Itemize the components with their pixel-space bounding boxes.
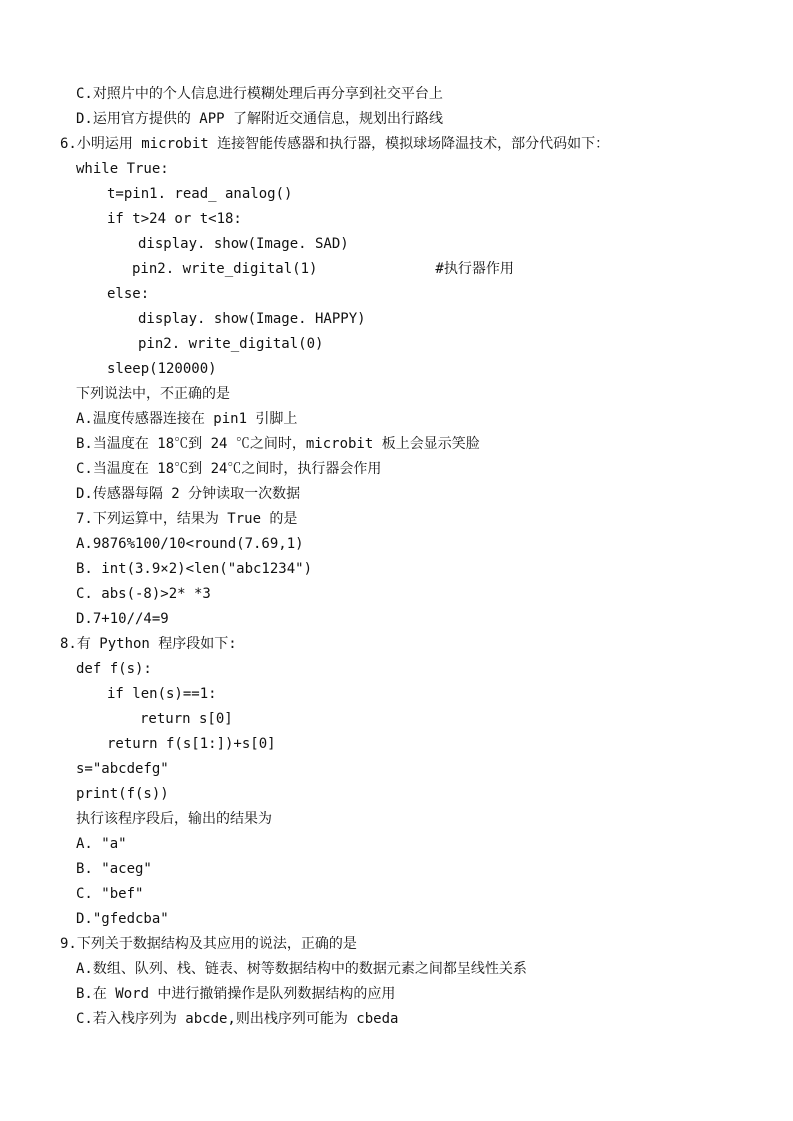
question-6-stem: 6.小明运用 microbit 连接智能传感器和执行器，模拟球场降温技术，部分代码如下： bbox=[60, 136, 610, 152]
option-line: B.当温度在 18℃到 24 ℃之间时，microbit 板上会显示笑脸 bbox=[76, 436, 480, 452]
code-line: display. show(Image. SAD) bbox=[138, 236, 349, 252]
code-line: pin2. write_digital(1) #执行器作用 bbox=[132, 261, 514, 277]
code-line: if t>24 or t<18: bbox=[107, 211, 242, 227]
option-line: A.9876%100/10<round(7.69,1) bbox=[76, 536, 304, 552]
code-line: print(f(s)) bbox=[76, 786, 169, 802]
code-line: return s[0] bbox=[140, 711, 233, 727]
code-line: return f(s[1:])+s[0] bbox=[107, 736, 276, 752]
option-line: C.当温度在 18℃到 24℃之间时，执行器会作用 bbox=[76, 461, 382, 477]
code-line: pin2. write_digital(0) bbox=[138, 336, 324, 352]
code-line: display. show(Image. HAPPY) bbox=[138, 311, 366, 327]
text-line: C.对照片中的个人信息进行模糊处理后再分享到社交平台上 bbox=[76, 86, 443, 102]
question-9-stem: 9.下列关于数据结构及其应用的说法，正确的是 bbox=[60, 936, 357, 952]
code-line: def f(s): bbox=[76, 661, 152, 677]
code-line: while True: bbox=[76, 161, 169, 177]
option-line: A. "a" bbox=[76, 836, 127, 852]
option-line: A.数组、队列、栈、链表、树等数据结构中的数据元素之间都呈线性关系 bbox=[76, 961, 527, 977]
question-8-stem: 8.有 Python 程序段如下: bbox=[60, 636, 237, 652]
option-line: C. "bef" bbox=[76, 886, 144, 902]
option-line: D."gfedcba" bbox=[76, 911, 169, 927]
question-prompt: 下列说法中，不正确的是 bbox=[76, 386, 230, 402]
code-line: sleep(120000) bbox=[107, 361, 217, 377]
option-line: D.传感器每隔 2 分钟读取一次数据 bbox=[76, 486, 301, 502]
option-line: C.若入栈序列为 abcde,则出栈序列可能为 cbeda bbox=[76, 1011, 399, 1027]
option-line: D.7+10//4=9 bbox=[76, 611, 169, 627]
code-line: t=pin1. read_ analog() bbox=[107, 186, 293, 202]
option-line: B. int(3.9×2)<len("abc1234") bbox=[76, 561, 313, 577]
code-line: if len(s)==1: bbox=[107, 686, 217, 702]
question-7-stem: 7.下列运算中，结果为 True 的是 bbox=[76, 511, 298, 527]
option-line: C. abs(-8)>2* *3 bbox=[76, 586, 211, 602]
text-line: D.运用官方提供的 APP 了解附近交通信息，规划出行路线 bbox=[76, 111, 443, 127]
question-prompt: 执行该程序段后，输出的结果为 bbox=[76, 811, 272, 827]
code-line: s="abcdefg" bbox=[76, 761, 169, 777]
code-line: else: bbox=[107, 286, 150, 302]
option-line: B.在 Word 中进行撤销操作是队列数据结构的应用 bbox=[76, 986, 396, 1002]
option-line: B. "aceg" bbox=[76, 861, 152, 877]
option-line: A.温度传感器连接在 pin1 引脚上 bbox=[76, 411, 298, 427]
